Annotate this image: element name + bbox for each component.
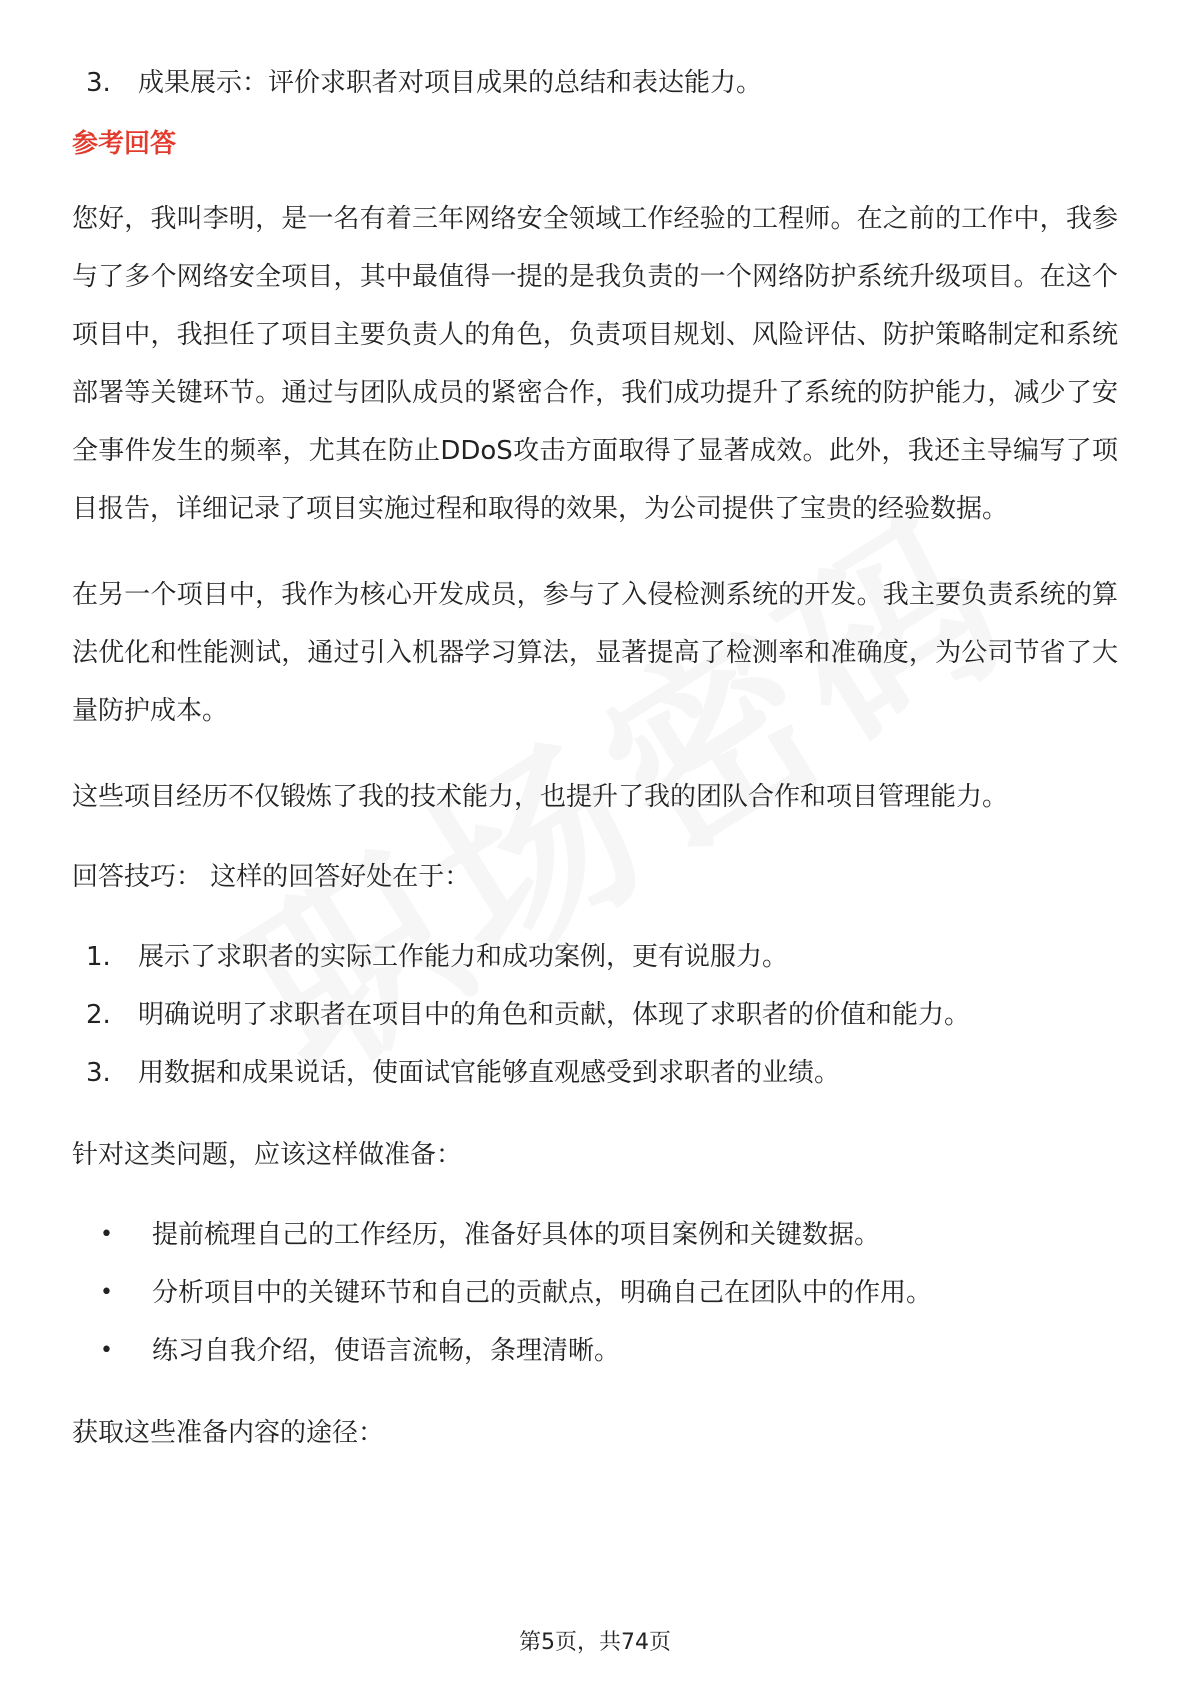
source-label: 获取这些准备内容的途径： [72, 1418, 385, 1448]
tip-item-3 [72, 1050, 1118, 1096]
list-text: 分析项目中的关键环节和自己的贡献点，明确自己在团队中的作用。 [152, 1278, 933, 1308]
prep-item-3 [72, 1328, 1118, 1374]
list-number: 2. [86, 1000, 111, 1030]
prep-label: 针对这类问题，应该这样做准备： [72, 1140, 463, 1170]
list-text: 练习自我介绍，使语言流畅，条理清晰。 [152, 1336, 621, 1366]
prep-item-2 [72, 1270, 1118, 1316]
section-heading: 参考回答 [72, 129, 177, 159]
list-text: 展示了求职者的实际工作能力和成功案例，更有说服力。 [138, 942, 789, 972]
prep-list [72, 1212, 1118, 1374]
list-number: 3. [86, 68, 111, 98]
tips-list [72, 934, 1118, 1096]
answer-paragraph-2: 在另一个项目中，我作为核心开发成员，参与了入侵检测系统的开发。我主要负责系统的算法优化和性能测试，通过引入机器学习算法，显著提高了检测率和准确度，为公司节省了大量防护成本。 [72, 580, 1118, 726]
bullet-icon: • [100, 1222, 113, 1247]
tip-item-1 [72, 934, 1118, 980]
page-footer: 第5页，共74页 [519, 1630, 671, 1655]
bullet-icon: • [100, 1338, 113, 1363]
list-text: 提前梳理自己的工作经历，准备好具体的项目案例和关键数据。 [152, 1220, 881, 1250]
criteria-item-3 [72, 60, 1118, 106]
list-number: 1. [86, 942, 111, 972]
tips-label: 回答技巧： 这样的回答好处在于： [72, 862, 471, 892]
answer-paragraph-3: 这些项目经历不仅锻炼了我的技术能力，也提升了我的团队合作和项目管理能力。 [72, 782, 1009, 812]
list-text: 明确说明了求职者在项目中的角色和贡献，体现了求职者的价值和能力。 [138, 1000, 971, 1030]
bullet-icon: • [100, 1280, 113, 1305]
page-content [72, 60, 1118, 1490]
list-text: 用数据和成果说话，使面试官能够直观感受到求职者的业绩。 [138, 1058, 841, 1088]
list-text: 成果展示：评价求职者对项目成果的总结和表达能力。 [138, 68, 763, 98]
list-number: 3. [86, 1058, 111, 1088]
prep-item-1 [72, 1212, 1118, 1258]
answer-paragraph-1: 您好，我叫李明，是一名有着三年网络安全领域工作经验的工程师。在之前的工作中，我参与了多个网络安全项目，其中最值得一提的是我负责的一个网络防护系统升级项目。在这个项目中，我担任了项目主要负责人的角色，负责项目规划、风险评估、防护策略制定和系统部署等关键环节。通过与团队成员的紧密合作，我们成功提升了系统的防护能力，减少了安全事件发生的频率，尤其在防止DDoS攻击方面取得了显著成效。此外，我还主导编写了项目报告，详细记录了项目实施过程和取得的效果，为公司提供了宝贵的经验数据。 [72, 204, 1118, 524]
tip-item-2 [72, 992, 1118, 1038]
